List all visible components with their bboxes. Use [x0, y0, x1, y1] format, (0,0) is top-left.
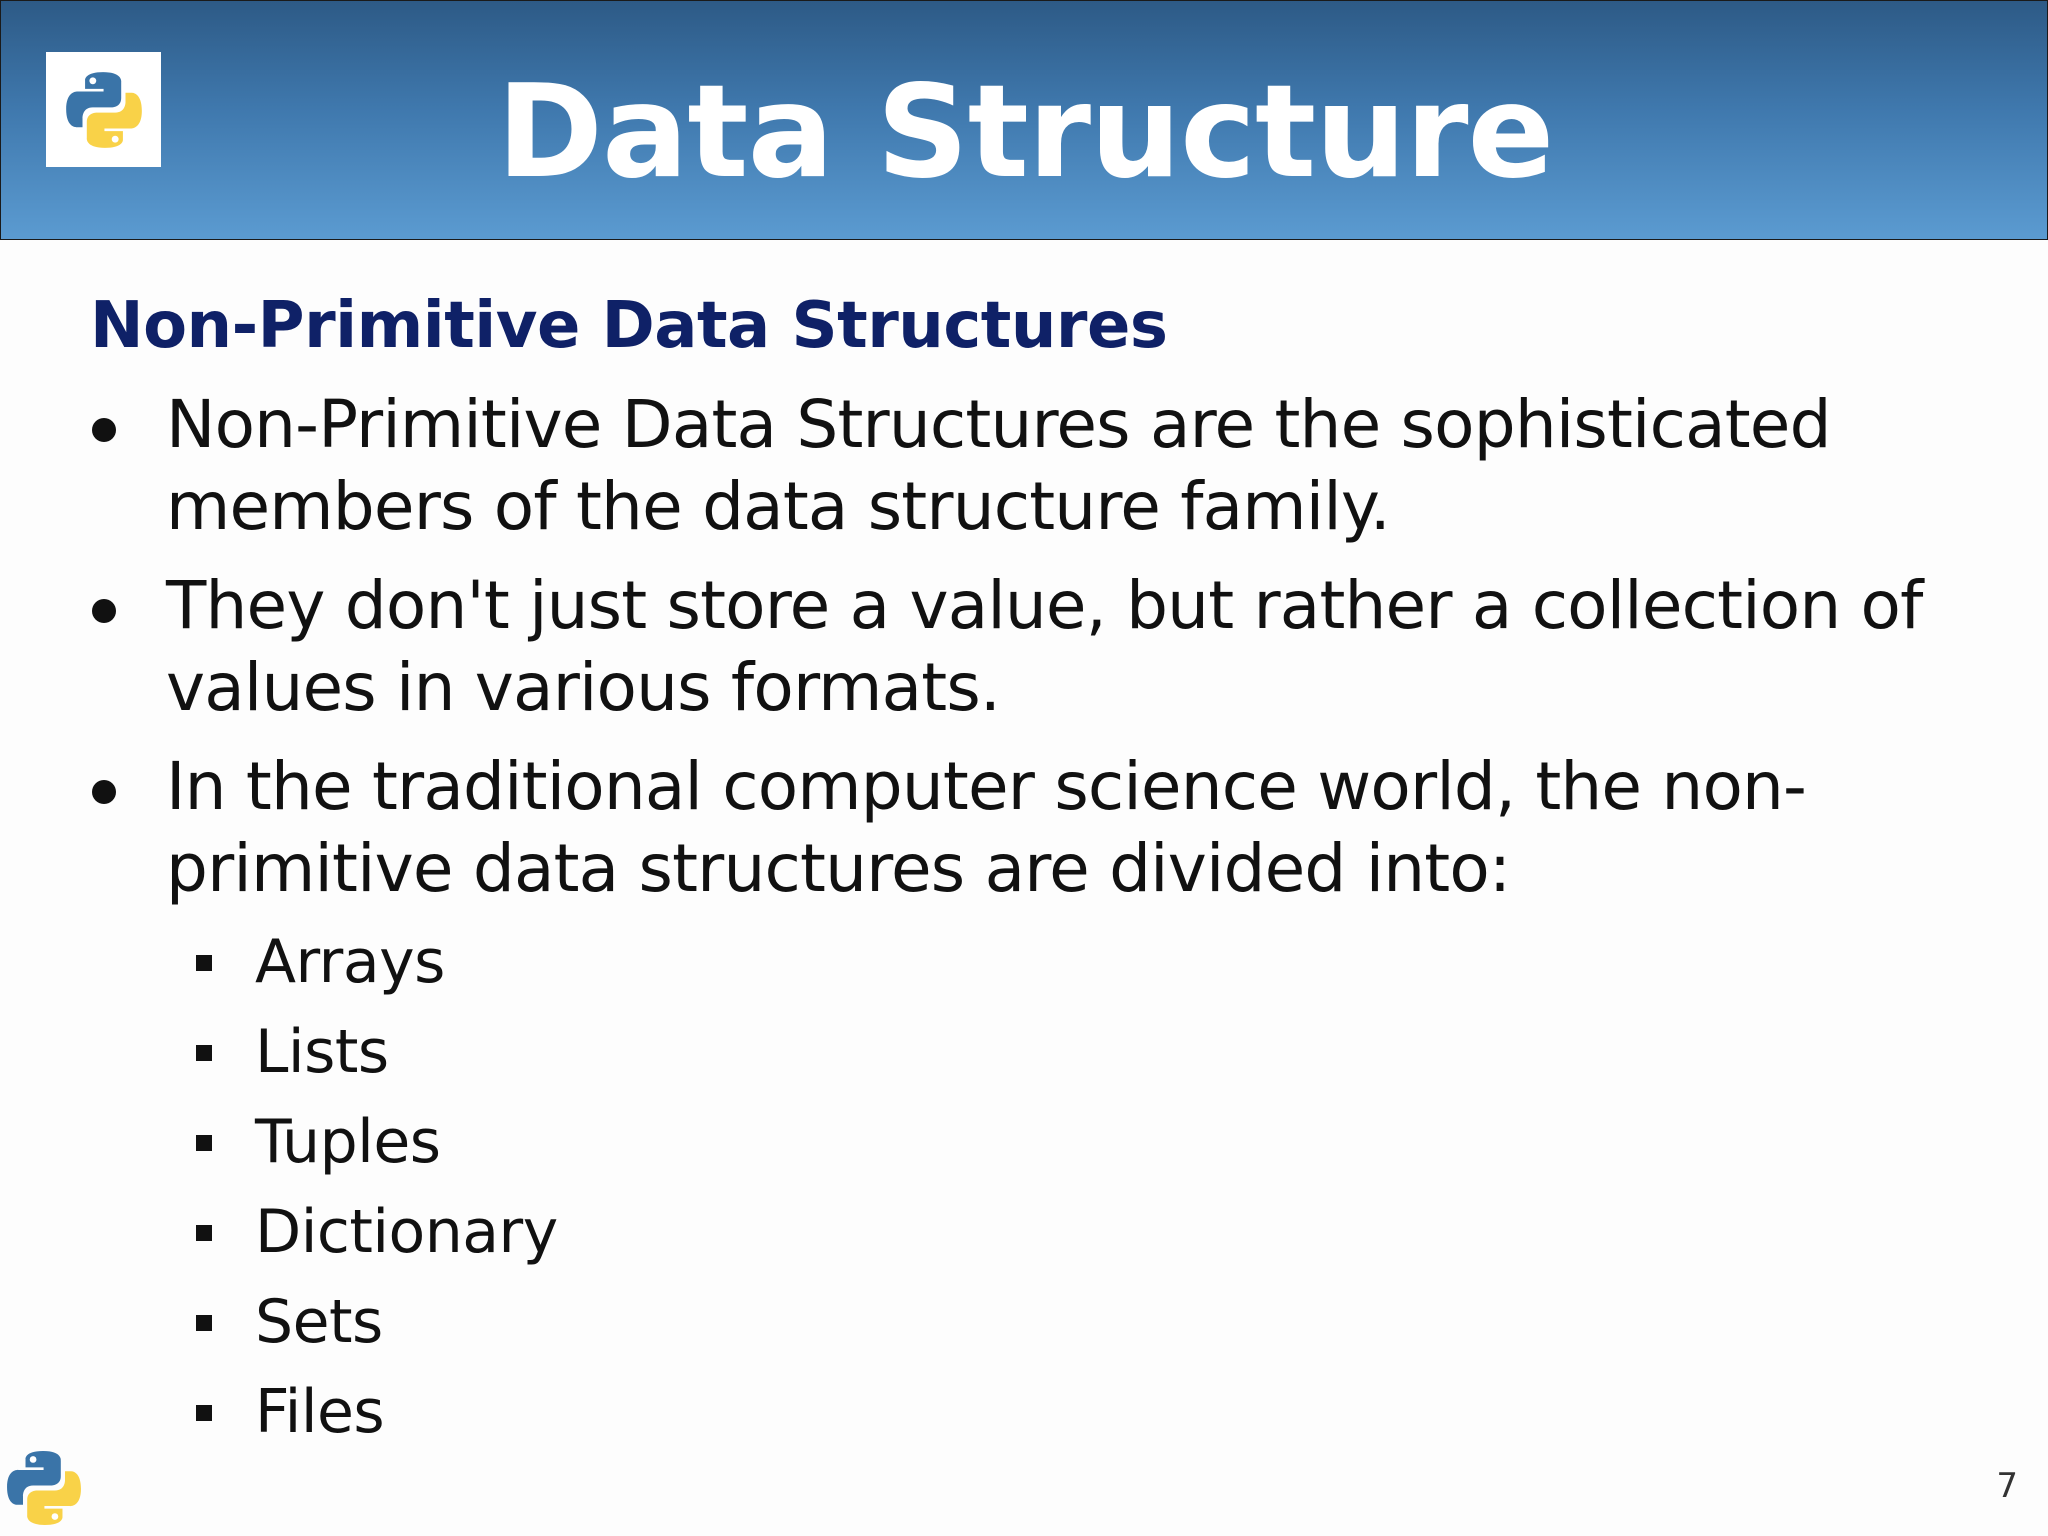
sub-item [0, 1367, 2048, 1457]
slide-header [0, 0, 2048, 240]
bullet-text: Non-Primitive Data Structures are the sophisticated members of the data structure family. [166, 386, 1831, 545]
python-logo-icon [2, 1446, 86, 1530]
sub-item-text: Arrays [255, 927, 445, 997]
sub-item-text: Tuples [255, 1107, 441, 1177]
sub-item [0, 1187, 2048, 1277]
bullet-item [0, 746, 2006, 910]
sub-item [0, 1097, 2048, 1187]
square-bullet-icon [196, 1045, 212, 1061]
sub-item [0, 917, 2048, 1007]
section-heading: Non-Primitive Data Structures [90, 289, 1168, 363]
square-bullet-icon [196, 1405, 212, 1421]
bullet-item [0, 384, 2006, 548]
bullet-text: In the traditional computer science world, the non-primitive data structures are divided into: [166, 748, 1807, 907]
sub-bullet-list [0, 917, 2048, 1457]
bullet-list [0, 384, 2048, 927]
bullet-item [0, 565, 2006, 729]
slide-title: Data Structure [496, 58, 1554, 207]
sub-item [0, 1007, 2048, 1097]
bullet-text: They don't just store a value, but rather a collection of values in various formats. [166, 567, 1923, 726]
bullet-icon [92, 780, 116, 804]
sub-item-text: Sets [255, 1287, 383, 1357]
page-number: 7 [1996, 1466, 2018, 1506]
square-bullet-icon [196, 955, 212, 971]
sub-item-text: Lists [255, 1017, 389, 1087]
square-bullet-icon [196, 1225, 212, 1241]
square-bullet-icon [196, 1135, 212, 1151]
sub-item-text: Dictionary [255, 1197, 558, 1267]
bullet-icon [92, 599, 116, 623]
bullet-icon [92, 418, 116, 442]
square-bullet-icon [196, 1315, 212, 1331]
sub-item-text: Files [255, 1377, 385, 1447]
sub-item [0, 1277, 2048, 1367]
